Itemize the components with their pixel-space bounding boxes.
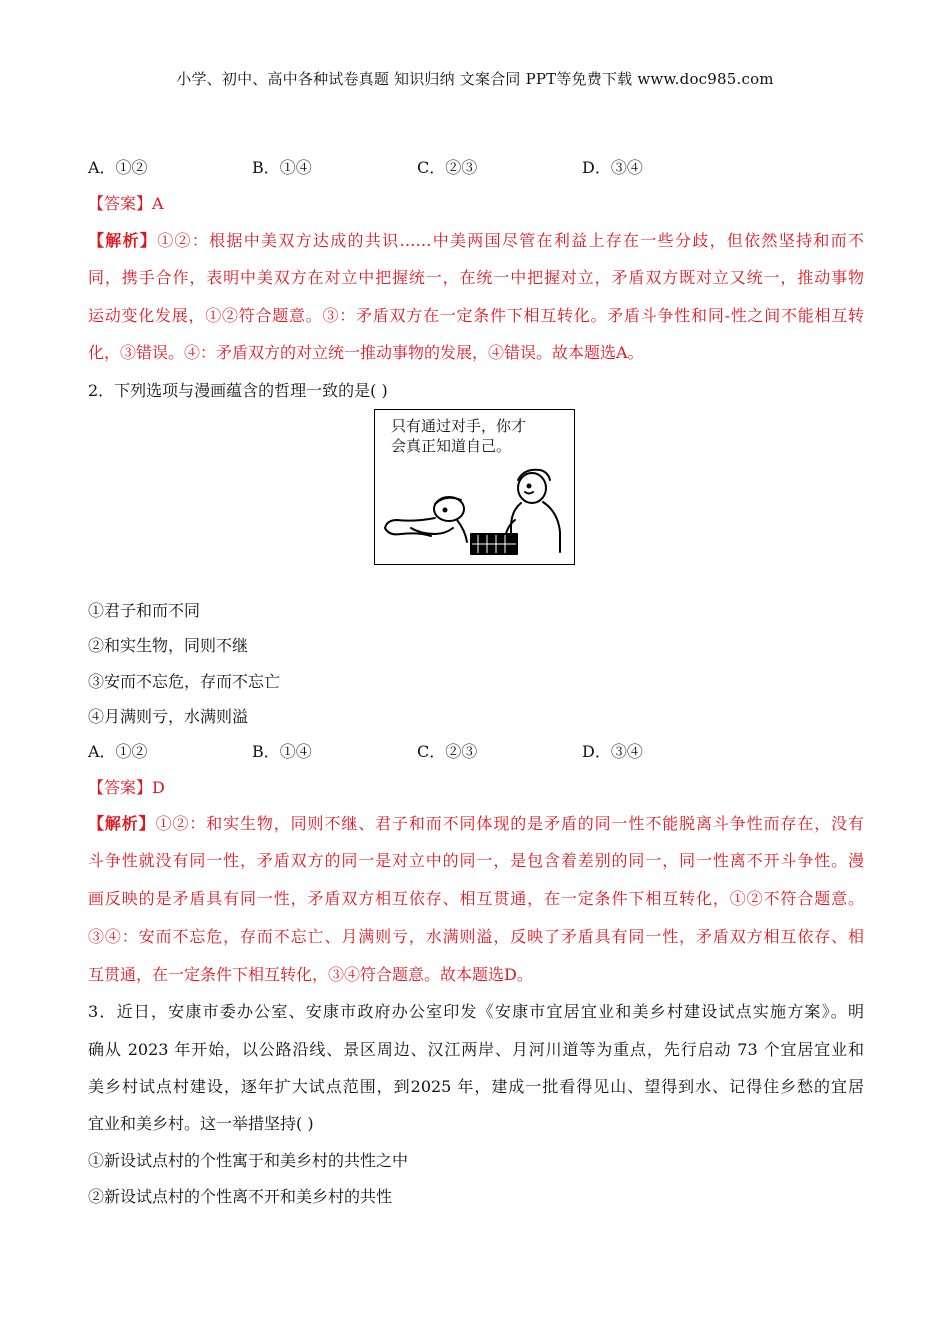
q1-option-b[interactable]: B．①④ <box>252 158 312 177</box>
q2-cartoon <box>374 409 575 565</box>
q1-analysis-label: 【解析】 <box>88 231 158 250</box>
q1-analysis-line-1 <box>88 231 864 251</box>
q2-choice-3: ③安而不忘危，存而不忘亡 <box>88 672 281 691</box>
q2-analysis-line-5: 互贯通，在一定条件下相互转化，③④符合题意。故本题选D。 <box>88 965 533 984</box>
q1-option-d[interactable]: D．③④ <box>582 158 643 177</box>
q3-stem-line-1: 3．近日，安康市委办公室、安康市政府办公室印发《安康市宜居宜业和美乡村建设试点实施方案》。明 <box>88 1002 864 1021</box>
q1-option-a[interactable]: A．①② <box>88 158 148 177</box>
q2-analysis-line-1 <box>88 814 864 834</box>
q2-answer-label: 【答案】 <box>88 778 153 797</box>
q2-option-c[interactable]: C．②③ <box>417 742 478 761</box>
q1-option-c[interactable]: C．②③ <box>417 158 478 177</box>
q1-analysis-line-4: 化，③错误。④：矛盾双方的对立统一推动事物的发展，④错误。故本题选A。 <box>88 343 644 362</box>
q1-analysis-line-3: 运动变化发展，①②符合题意。③：矛盾双方在一定条件下相互转化。矛盾斗争性和同-性之间不能相互转 <box>88 306 864 325</box>
q2-analysis-line-2: 斗争性就没有同一性，矛盾双方的同一是对立中的同一，是包含着差别的同一，同一性离不开斗争性。漫 <box>88 851 864 870</box>
q2-analysis-label: 【解析】 <box>88 814 156 833</box>
cartoon-drawing <box>375 410 576 566</box>
q2-analysis-text-1: ①②：和实生物，同则不继、君子和而不同体现的是矛盾的同一性不能脱离斗争性而存在，没有 <box>155 814 864 833</box>
q2-option-b[interactable]: B．①④ <box>252 742 312 761</box>
q2-analysis-line-4: ③④：安而不忘危，存而不忘亡、月满则亏，水满则溢，反映了矛盾具有同一性，矛盾双方相互依存、相 <box>88 927 864 946</box>
q1-analysis-text-1: ①②：根据中美双方达成的共识……中美两国尽管在利益上存在一些分歧，但依然坚持和而不 <box>157 231 864 250</box>
q3-stem-line-4: 宜业和美乡村。这一举措坚持( ) <box>88 1114 314 1133</box>
q2-answer-value: D <box>152 778 165 797</box>
cartoon-caption-line-2: 会真正知道自己。 <box>391 437 512 455</box>
q1-answer-value: A <box>152 194 164 213</box>
q3-stem-line-2: 确从 2023 年开始，以公路沿线、景区周边、汉江两岸、月河川道等为重点，先行启动 73 个宜居宜业和 <box>88 1040 864 1059</box>
q3-choice-2: ②新设试点村的个性离不开和美乡村的共性 <box>88 1187 393 1206</box>
q1-answer <box>88 194 164 214</box>
q2-answer <box>88 778 165 798</box>
q2-choice-4: ④月满则亏，水满则溢 <box>88 707 249 726</box>
cartoon-caption-line-1: 只有通过对手，你才 <box>391 417 527 435</box>
q3-choice-1: ①新设试点村的个性寓于和美乡村的共性之中 <box>88 1151 409 1170</box>
q2-option-d[interactable]: D．③④ <box>582 742 643 761</box>
q2-choice-1: ①君子和而不同 <box>88 601 201 620</box>
q1-answer-label: 【答案】 <box>88 194 153 213</box>
q1-analysis-line-2: 同，携手合作，表明中美双方在对立中把握统一，在统一中把握对立，矛盾双方既对立又统一，推动事物 <box>88 268 864 287</box>
q2-choice-2: ②和实生物，同则不继 <box>88 636 249 655</box>
q2-option-a[interactable]: A．①② <box>88 742 148 761</box>
page-header: 小学、初中、高中各种试卷真题 知识归纳 文案合同 PPT等免费下载 www.doc985.com <box>176 70 774 88</box>
q3-stem-line-3: 美乡村试点村建设，逐年扩大试点范围，到2025 年，建成一批看得见山、望得到水、记得住乡愁的宜居 <box>88 1077 864 1096</box>
q2-stem: 2．下列选项与漫画蕴含的哲理一致的是( ) <box>88 381 388 400</box>
q2-analysis-line-3: 画反映的是矛盾具有同一性，矛盾双方相互依存、相互贯通，在一定条件下相互转化，①②不符合题意。 <box>88 889 864 908</box>
